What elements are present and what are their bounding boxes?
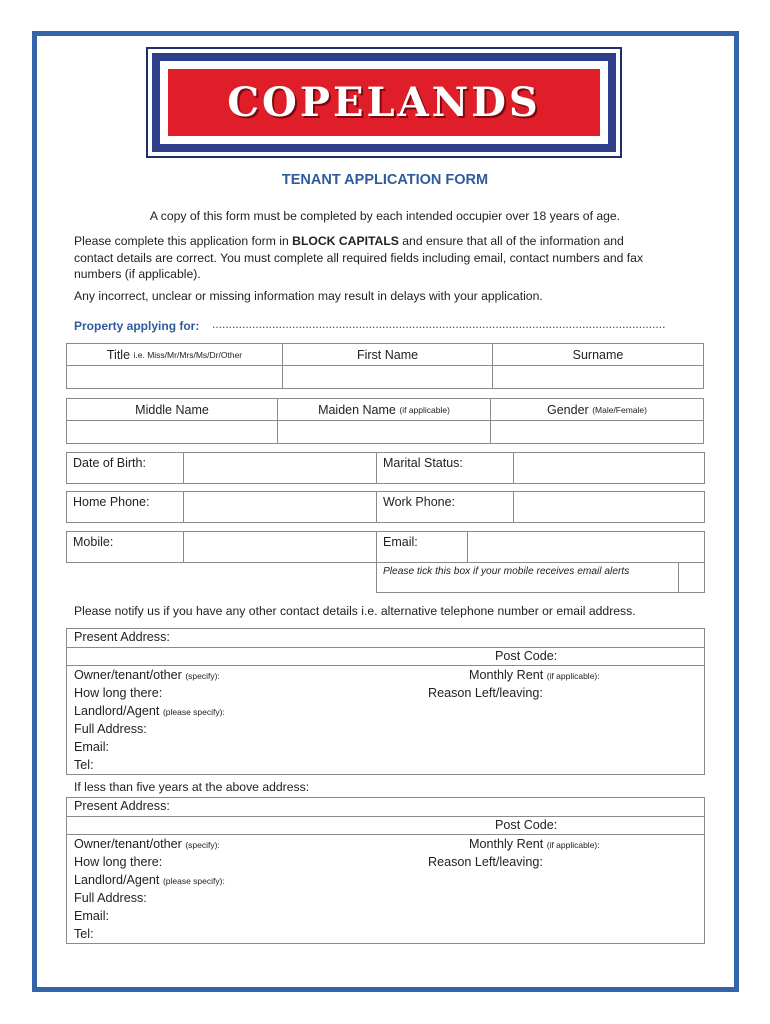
copelands-logo: [146, 47, 622, 158]
dob-label: Date of Birth:: [66, 452, 184, 484]
intro-line-1: A copy of this form must be completed by each intended occupier over 18 years of age.: [149, 209, 621, 223]
title-header: Title i.e. Miss/Mr/Mrs/Ms/Dr/Other: [66, 343, 283, 366]
address-tel-label-2: Tel:: [74, 927, 94, 941]
address-email-label-2: Email:: [74, 909, 109, 923]
email-input[interactable]: [467, 531, 705, 563]
first-name-input[interactable]: [282, 365, 493, 389]
first-name-header: First Name: [282, 343, 493, 366]
how-long-label: How long there:: [74, 686, 163, 700]
mobile-label: Mobile:: [66, 531, 184, 563]
gender-input[interactable]: [490, 420, 704, 444]
property-input[interactable]: ........................................................................................................................................: [212, 317, 666, 331]
reason-left-label-2: Reason Left/leaving:: [428, 855, 543, 869]
middle-name-header: Middle Name: [66, 398, 278, 421]
home-phone-label: Home Phone:: [66, 491, 184, 523]
present-address-label: Present Address:: [74, 630, 170, 644]
title-input[interactable]: [66, 365, 283, 389]
notify-text: Please notify us if you have any other contact details i.e. alternative telephone number or email address.: [74, 604, 636, 618]
property-label: Property applying for:: [74, 319, 200, 333]
home-phone-input[interactable]: [183, 491, 377, 523]
mobile-input[interactable]: [183, 531, 377, 563]
email-alert-checkbox[interactable]: [678, 562, 705, 593]
intro-line-3: contact details are correct. You must complete all required fields including email, contact numbers and fax: [74, 251, 644, 265]
monthly-rent-label-2: Monthly Rent (if applicable):: [469, 837, 600, 851]
landlord-label: Landlord/Agent (please specify):: [74, 704, 225, 718]
address-block-2: [66, 797, 705, 944]
monthly-rent-label: Monthly Rent (if applicable):: [469, 668, 600, 682]
address-block-1: [66, 628, 705, 775]
intro-line-2: Please complete this application form in BLOCK CAPITALS and ensure that all of the information and: [74, 234, 624, 248]
post-code-label: Post Code:: [495, 649, 558, 663]
owner-label: Owner/tenant/other (specify):: [74, 668, 220, 682]
surname-input[interactable]: [492, 365, 704, 389]
address-email-label: Email:: [74, 740, 109, 754]
less-than-five-years-text: If less than five years at the above address:: [74, 780, 310, 794]
full-address-label: Full Address:: [74, 722, 147, 736]
how-long-label-2: How long there:: [74, 855, 163, 869]
address-tel-label: Tel:: [74, 758, 94, 772]
marital-label: Marital Status:: [376, 452, 514, 484]
gender-header: Gender (Male/Female): [490, 398, 704, 421]
form-title: TENANT APPLICATION FORM: [281, 172, 489, 188]
owner-label-2: Owner/tenant/other (specify):: [74, 837, 220, 851]
full-address-label-2: Full Address:: [74, 891, 147, 905]
marital-input[interactable]: [513, 452, 705, 484]
intro-line-5: Any incorrect, unclear or missing information may result in delays with your application.: [74, 289, 543, 303]
present-address-label-2: Present Address:: [74, 799, 170, 813]
dob-input[interactable]: [183, 452, 377, 484]
email-alert-label: Please tick this box if your mobile receives email alerts: [376, 562, 679, 593]
landlord-label-2: Landlord/Agent (please specify):: [74, 873, 225, 887]
maiden-name-header: Maiden Name (if applicable): [277, 398, 491, 421]
intro-line-4: numbers (if applicable).: [74, 267, 201, 281]
reason-left-label: Reason Left/leaving:: [428, 686, 543, 700]
work-phone-label: Work Phone:: [376, 491, 514, 523]
maiden-name-input[interactable]: [277, 420, 491, 444]
email-label: Email:: [376, 531, 468, 563]
work-phone-input[interactable]: [513, 491, 705, 523]
post-code-label-2: Post Code:: [495, 818, 558, 832]
logo-text: COPELANDS: [227, 79, 541, 126]
middle-name-input[interactable]: [66, 420, 278, 444]
surname-header: Surname: [492, 343, 704, 366]
